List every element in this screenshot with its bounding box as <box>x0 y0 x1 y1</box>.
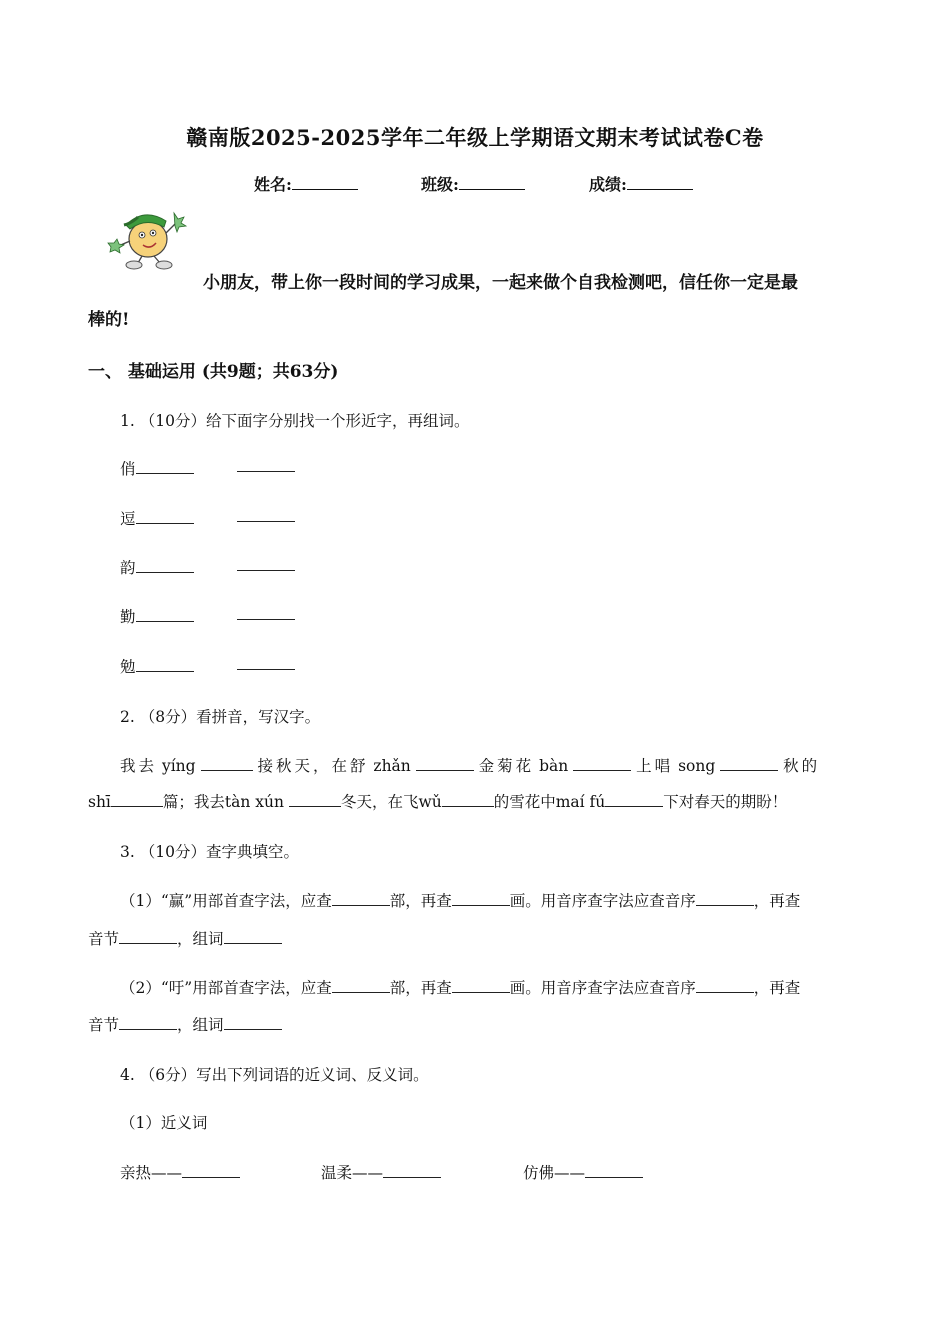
class-blank[interactable] <box>459 173 525 190</box>
q1-blank[interactable] <box>136 509 194 524</box>
q1-char: 韵 <box>120 559 136 577</box>
q3-text: 音节 <box>88 930 120 948</box>
q2-pinyin: wǔ <box>418 793 442 811</box>
q1-blank[interactable] <box>136 657 194 672</box>
q1-blank[interactable] <box>136 459 194 474</box>
q2-text: 秋的 <box>783 757 821 775</box>
intro-line-1: 小朋友，带上你一段时间的学习成果，一起来做个自我检测吧，信任你一定是最 <box>203 273 798 293</box>
q2-text: 的雪花中 <box>493 793 556 811</box>
q4-word-item <box>523 1161 643 1183</box>
q3-blank[interactable] <box>696 891 754 906</box>
q2-blank[interactable] <box>289 792 341 807</box>
q2-pinyin: maí fú <box>555 793 606 811</box>
q2-text: 篇；我去 <box>162 793 225 811</box>
question-1-prompt: 1. （10分）给下面字分别找一个形近字，再组词。 <box>120 412 470 430</box>
q4-word: 温柔—— <box>321 1164 384 1182</box>
q2-text: 接秋天，在舒 <box>257 757 369 775</box>
q1-row <box>120 457 194 479</box>
q1-row <box>120 507 194 529</box>
q2-line-2 <box>88 790 787 812</box>
q2-text: 上唱 <box>636 757 674 775</box>
q2-pinyin: yíng <box>161 757 196 775</box>
q4-word: 亲热—— <box>120 1164 183 1182</box>
q3-text: 画。用音序查字法应查音序 <box>509 892 696 910</box>
q2-pinyin: zhǎn <box>373 757 411 775</box>
q3-item-2-line-2 <box>88 1013 282 1035</box>
q2-text: 冬天，在飞 <box>340 793 419 811</box>
q1-row <box>120 655 194 677</box>
q3-blank[interactable] <box>332 978 390 993</box>
q3-text: 部，再查 <box>389 979 452 997</box>
q1-word-blank[interactable] <box>237 655 295 670</box>
q3-item-1-line-1 <box>120 889 800 911</box>
q4-word: 仿佛—— <box>523 1164 586 1182</box>
q3-text: （2）“吁”用部首查字法，应查 <box>120 979 332 997</box>
q1-char: 俏 <box>120 460 136 478</box>
q1-word-blank[interactable] <box>237 507 295 522</box>
q4-blank[interactable] <box>182 1163 240 1178</box>
q1-word-blank-row[interactable] <box>237 507 295 526</box>
q1-word-blank-row[interactable] <box>237 655 295 674</box>
q1-word-blank[interactable] <box>237 457 295 472</box>
q2-line-1 <box>120 754 820 776</box>
q3-text: 部，再查 <box>389 892 452 910</box>
question-4-prompt: 4. （6分）写出下列词语的近义词、反义词。 <box>120 1066 429 1084</box>
q1-char: 逗 <box>120 510 136 528</box>
q3-item-1-line-2 <box>88 927 282 949</box>
q3-text: ，组词 <box>177 930 224 948</box>
q1-char: 勤 <box>120 608 136 626</box>
q1-word-blank-row[interactable] <box>237 556 295 575</box>
q3-text: ，组词 <box>177 1016 224 1034</box>
q3-text: （1）“赢”用部首查字法，应查 <box>120 892 332 910</box>
intro-line-2: 棒的! <box>88 310 130 330</box>
q4-blank[interactable] <box>383 1163 441 1178</box>
name-blank[interactable] <box>292 173 358 190</box>
q1-word-blank-row[interactable] <box>237 605 295 624</box>
q1-row <box>120 556 194 578</box>
q1-blank[interactable] <box>136 607 194 622</box>
score-label: 成绩: <box>589 175 627 194</box>
class-field[interactable] <box>421 172 525 195</box>
page-title: 赣南版2025-2025学年二年级上学期语文期末考试试卷C卷 <box>186 125 764 150</box>
q1-blank[interactable] <box>136 558 194 573</box>
q2-pinyin: shī <box>88 793 111 811</box>
q2-blank[interactable] <box>573 756 631 771</box>
q3-text: ，再查 <box>753 979 801 997</box>
q4-blank[interactable] <box>585 1163 643 1178</box>
name-label: 姓名: <box>254 175 292 194</box>
name-field[interactable] <box>254 172 358 195</box>
q4-word-item <box>321 1161 441 1183</box>
q3-blank[interactable] <box>452 891 510 906</box>
q2-text: 金菊花 <box>478 757 535 775</box>
question-3-prompt: 3. （10分）查字典填空。 <box>120 843 299 861</box>
score-blank[interactable] <box>627 173 693 190</box>
q2-pinyin: song <box>678 757 716 775</box>
q4-word-item <box>120 1161 240 1183</box>
q1-row <box>120 605 194 627</box>
q2-blank[interactable] <box>720 756 778 771</box>
q2-blank[interactable] <box>201 756 253 771</box>
class-label: 班级: <box>421 175 459 194</box>
q3-blank[interactable] <box>119 1015 177 1030</box>
mascot-icon <box>104 203 190 271</box>
score-field[interactable] <box>589 172 693 195</box>
q3-blank[interactable] <box>332 891 390 906</box>
q2-pinyin: tàn xún <box>224 793 285 811</box>
q2-pinyin: bàn <box>539 757 569 775</box>
q3-blank[interactable] <box>224 929 282 944</box>
q3-blank[interactable] <box>224 1015 282 1030</box>
q2-text: 下对春天的期盼！ <box>663 793 788 811</box>
q3-blank[interactable] <box>452 978 510 993</box>
q1-word-blank-row[interactable] <box>237 457 295 476</box>
q1-word-blank[interactable] <box>237 556 295 571</box>
q2-blank[interactable] <box>605 792 663 807</box>
q2-text: 我去 <box>120 757 158 775</box>
q3-text: 画。用音序查字法应查音序 <box>509 979 696 997</box>
q1-word-blank[interactable] <box>237 605 295 620</box>
q1-char: 勉 <box>120 658 136 676</box>
q3-blank[interactable] <box>119 929 177 944</box>
q2-blank[interactable] <box>111 792 163 807</box>
section-heading: 一、 基础运用 (共9题；共63分) <box>88 362 339 382</box>
q3-blank[interactable] <box>696 978 754 993</box>
q3-item-2-line-1 <box>120 976 800 998</box>
question-2-prompt: 2. （8分）看拼音，写汉字。 <box>120 708 321 726</box>
q4-subheading: （1）近义词 <box>120 1114 208 1132</box>
q3-text: 音节 <box>88 1016 120 1034</box>
q3-text: ，再查 <box>753 892 801 910</box>
q2-blank[interactable] <box>442 792 494 807</box>
q2-blank[interactable] <box>416 756 474 771</box>
